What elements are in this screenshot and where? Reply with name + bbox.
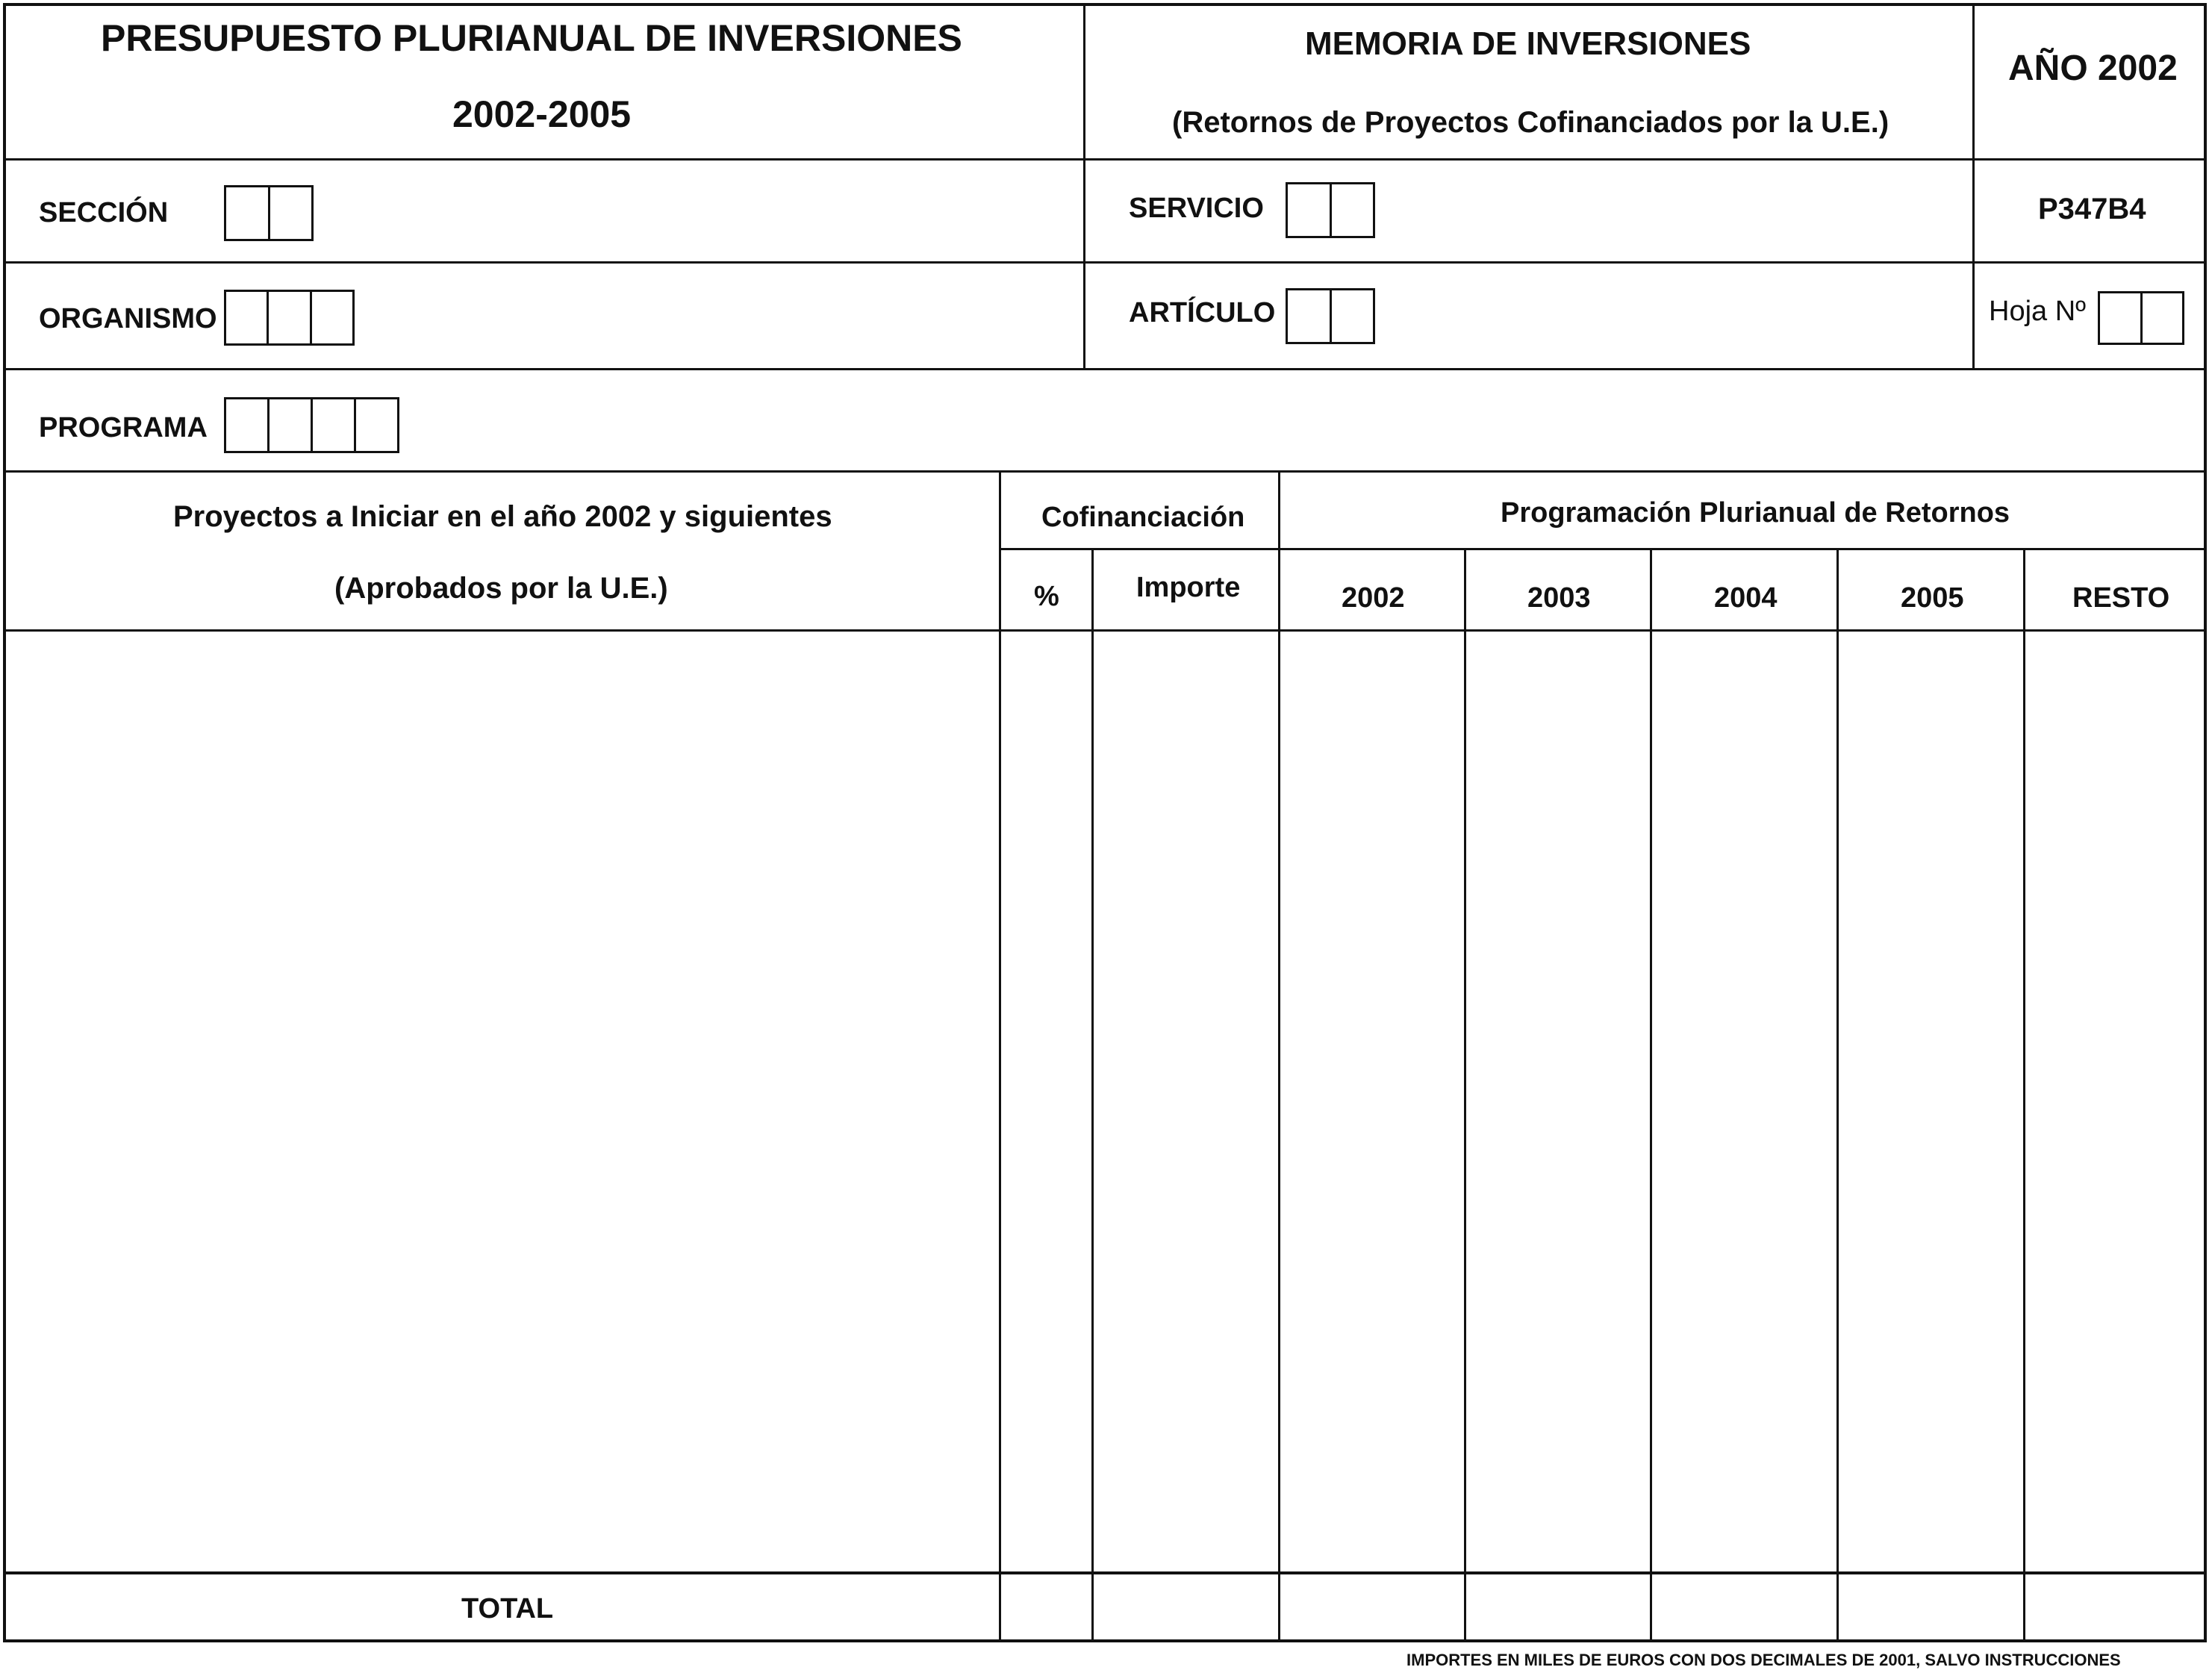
pct-header: %: [1034, 581, 1059, 612]
programa-label: PROGRAMA: [39, 412, 208, 443]
projects-entry-area[interactable]: [6, 632, 999, 1571]
form-code: P347B4: [2038, 193, 2146, 225]
year-col-2004: 2004: [1714, 582, 1778, 614]
footer-note: IMPORTES EN MILES DE EUROS CON DOS DECIMALES DE 2001, SALVO INSTRUCCIONES: [1406, 1651, 2121, 1669]
organismo-label: ORGANISMO: [39, 303, 217, 334]
memoria-subtitle: (Retornos de Proyectos Cofinanciados por la U.E.): [1172, 106, 1889, 139]
articulo-label: ARTÍCULO: [1129, 297, 1276, 328]
cofinanciacion-header: Cofinanciación: [1041, 502, 1245, 533]
returns-entry-area[interactable]: [1280, 632, 2204, 1571]
year-col-2003: 2003: [1527, 582, 1591, 614]
hoja-number-boxes[interactable]: [2098, 291, 2184, 345]
servicio-label: SERVICIO: [1129, 193, 1264, 224]
pct-entry-area[interactable]: [1001, 632, 1091, 1571]
page-title: PRESUPUESTO PLURIANUAL DE INVERSIONES: [101, 17, 962, 59]
seccion-label: SECCIÓN: [39, 197, 169, 228]
programacion-header: Programación Plurianual de Retornos: [1501, 497, 2010, 529]
projects-header: Proyectos a Iniciar en el año 2002 y siguientes: [173, 500, 832, 533]
articulo-code-boxes[interactable]: [1286, 288, 1375, 344]
memoria-title: MEMORIA DE INVERSIONES: [1305, 25, 1751, 62]
year-col-2005: 2005: [1901, 582, 1964, 614]
organismo-code-boxes[interactable]: [224, 290, 355, 346]
resto-col: RESTO: [2072, 582, 2170, 614]
hoja-label: Hoja Nº: [1989, 296, 2087, 327]
projects-subheader: (Aprobados por la U.E.): [334, 572, 668, 605]
seccion-code-boxes[interactable]: [224, 185, 314, 241]
importe-header: Importe: [1136, 572, 1241, 603]
servicio-code-boxes[interactable]: [1286, 182, 1375, 238]
programa-code-boxes[interactable]: [224, 397, 399, 453]
importe-entry-area[interactable]: [1094, 632, 1278, 1571]
year-label: AÑO 2002: [2008, 49, 2178, 88]
year-col-2002: 2002: [1342, 582, 1405, 614]
total-label: TOTAL: [461, 1593, 554, 1624]
page-period: 2002-2005: [452, 93, 632, 135]
